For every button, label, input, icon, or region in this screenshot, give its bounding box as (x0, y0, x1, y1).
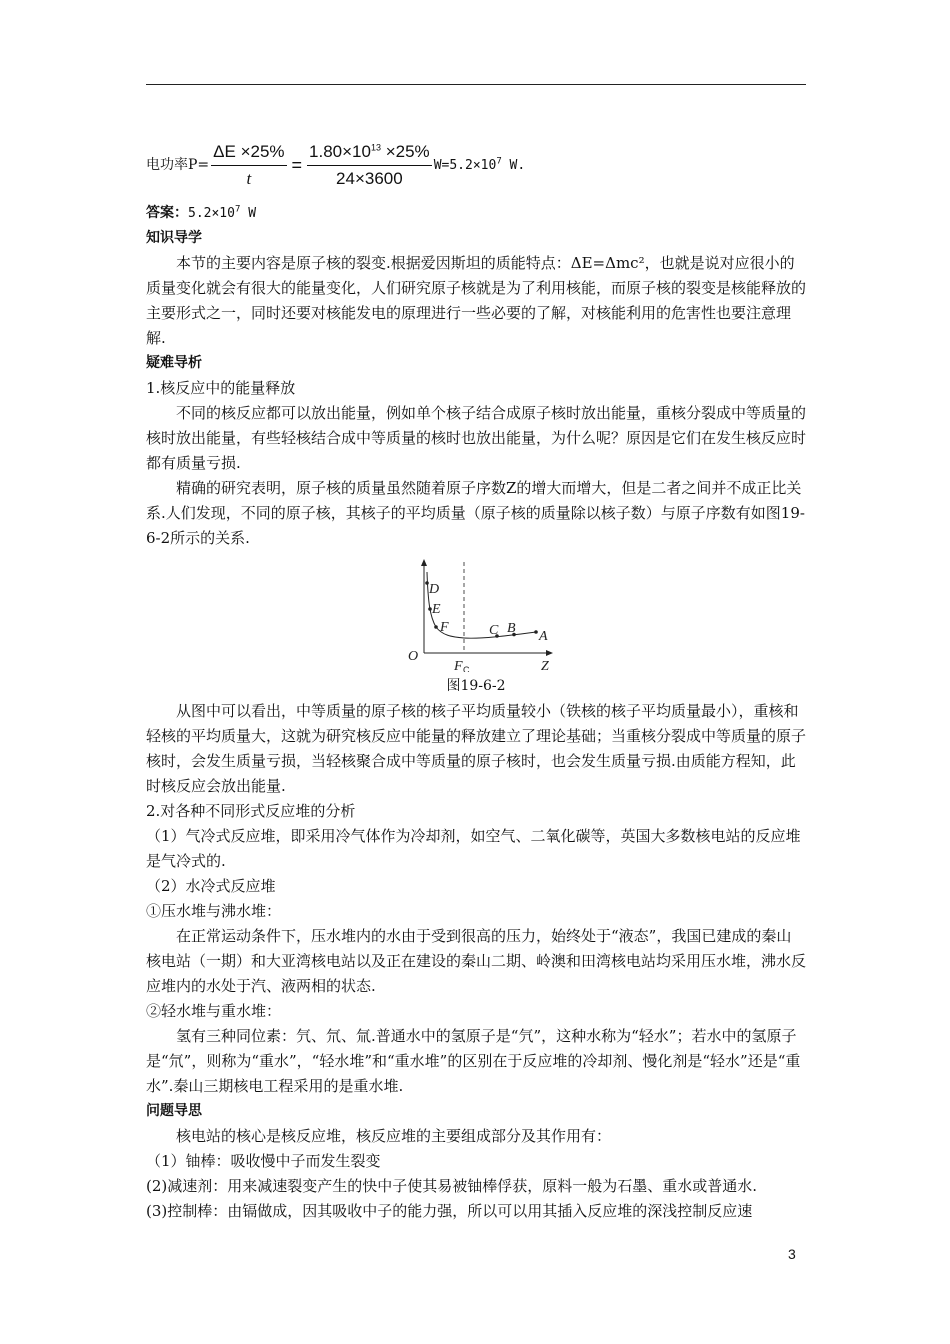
label-origin: O (408, 649, 419, 664)
wenti-moderator: (2)减速剂：用来减速裂变产生的快中子使其易被铀棒俘获，原料一般为石墨、重水或普通水. (146, 1177, 758, 1195)
wenti-control-rod: (3)控制棒：由镉做成，因其吸收中子的能力强，所以可以用其插入反应堆的深浅控制反应速 (146, 1202, 753, 1220)
answer-line (146, 200, 806, 226)
item1-paragraph-2: 精确的研究表明，原子核的质量虽然随着原子序数Z的增大而增大，但是二者之间并不成正比关系.人们发现，不同的原子核，其核子的平均质量（原子核的质量除以核子数）与原子序数有如图19-6-2所示的关系. (146, 479, 805, 547)
item2-pwr-bwr-paragraph: 在正常运动条件下，压水堆内的水由于受到很高的压力，始终处于“液态”，我国已建成的秦山核电站（一期）和大亚湾核电站以及正在建设的秦山二期、岭澳和田湾核电站均采用压水堆，沸水反应堆内的水处于汽、液两相的状态. (146, 927, 807, 995)
num2-base: 1.80×10 (309, 141, 371, 161)
label-A: A (539, 629, 548, 644)
fraction-1-numerator: ΔE ×25% (211, 142, 286, 166)
answer-label: 答案： (146, 205, 188, 221)
answer-value (188, 206, 256, 221)
item1-title: 1.核反应中的能量释放 (146, 379, 296, 397)
fraction-2 (307, 142, 432, 189)
answer-exponent: 7 (234, 204, 241, 215)
answer-base: 5.2×10 (188, 206, 235, 221)
figure-19-6-2 (146, 557, 806, 699)
fraction-2-denominator: 24×3600 (336, 168, 403, 188)
formula-result (434, 153, 526, 178)
section-title-zhishi: 知识导学 (146, 230, 202, 246)
item2-water-cooled: （2）水冷式反应堆 (146, 877, 276, 895)
result-base: W=5.2×10 (433, 157, 497, 173)
item2-title: 2.对各种不同形式反应堆的分析 (146, 802, 356, 820)
item2-gas-cooled: （1）气冷式反应堆，即采用冷气体作为冷却剂，如空气、二氧化碳等，英国大多数核电站的反应堆是气冷式的. (146, 827, 801, 870)
label-E: E (432, 602, 441, 617)
point-F (434, 625, 438, 629)
num2-tail: ×25% (381, 141, 430, 161)
num2-exponent: 13 (370, 141, 381, 152)
z-axis-arrow (546, 650, 553, 656)
result-tail: W. (501, 157, 526, 173)
label-F: F (440, 620, 449, 635)
item1-paragraph-1: 不同的核反应都可以放出能量，例如单个核子结合成原子核时放出能量，重核分裂成中等质量的核时放出能量，有些轻核结合成中等质量的核时也放出能量，为什么呢？原因是它们在发生核反应时都有质量亏损. (146, 404, 807, 472)
main-content (146, 130, 806, 1224)
label-D: D (429, 582, 440, 597)
fraction-1 (211, 142, 286, 189)
page-number: 3 (788, 1246, 796, 1262)
vertical-axis-arrow (421, 559, 427, 566)
label-Z: Z (541, 659, 549, 672)
header-rule (146, 84, 806, 85)
label-Fc-subscript: C (463, 665, 470, 672)
point-A (534, 630, 538, 634)
label-Fc: F (454, 659, 463, 672)
fraction-1-denominator: t (246, 168, 252, 188)
section-title-yinan: 疑难导析 (146, 355, 202, 371)
answer-tail: W (240, 206, 257, 221)
label-C: C (489, 623, 499, 638)
item2-light-heavy-paragraph: 氢有三种同位素：氕、氘、氚.普通水中的氢原子是“氕”，这种水称为“轻水”；若水中的氢原子是“氘”，则称为“重水”，“轻水堆”和“重水堆”的区别在于反应堆的冷却剂、慢化剂是“轻水”还是“重水”.秦山三期核电工程采用的是重水堆. (146, 1027, 801, 1095)
item2-pwr-bwr-title: ①压水堆与沸水堆： (146, 902, 282, 920)
wenti-uranium-rod: （1）铀棒：吸收慢中子而发生裂变 (146, 1152, 381, 1170)
zhishi-paragraph: 本节的主要内容是原子核的裂变.根据爱因斯坦的质能特点：ΔE=Δmc²，也就是说对应很小的质量变化就会有很大的能量变化，人们研究原子核就是为了利用核能，而原子核的裂变是核能释放的主要形式之一，同时还要对核能发电的原理进行一些必要的了解，对核能利用的危害性也要注意理解. (146, 254, 807, 347)
mass-number-graph (396, 557, 556, 672)
result-exponent: 7 (496, 156, 502, 167)
power-formula (146, 130, 806, 200)
formula-prefix: 电功率P= (146, 156, 210, 173)
figure-caption: 图19-6-2 (446, 678, 506, 694)
item1-paragraph-3: 从图中可以看出，中等质量的原子核的核子平均质量较小（铁核的核子平均质量最小），重核和轻核的平均质量大，这就为研究核反应中能量的释放建立了理论基础；当重核分裂成中等质量的原子核时，会发生质量亏损，当轻核聚合成中等质量的原子核时，也会发生质量亏损.由质能方程知，此时核反应会放出能量. (146, 702, 807, 795)
wenti-intro: 核电站的核心是核反应堆，核反应堆的主要组成部分及其作用有： (176, 1127, 612, 1145)
fraction-2-numerator (307, 142, 432, 166)
label-B: B (507, 621, 516, 636)
section-title-wenti: 问题导思 (146, 1103, 202, 1119)
item2-light-heavy-title: ②轻水堆与重水堆： (146, 1002, 282, 1020)
equals-sign: = (291, 154, 303, 175)
